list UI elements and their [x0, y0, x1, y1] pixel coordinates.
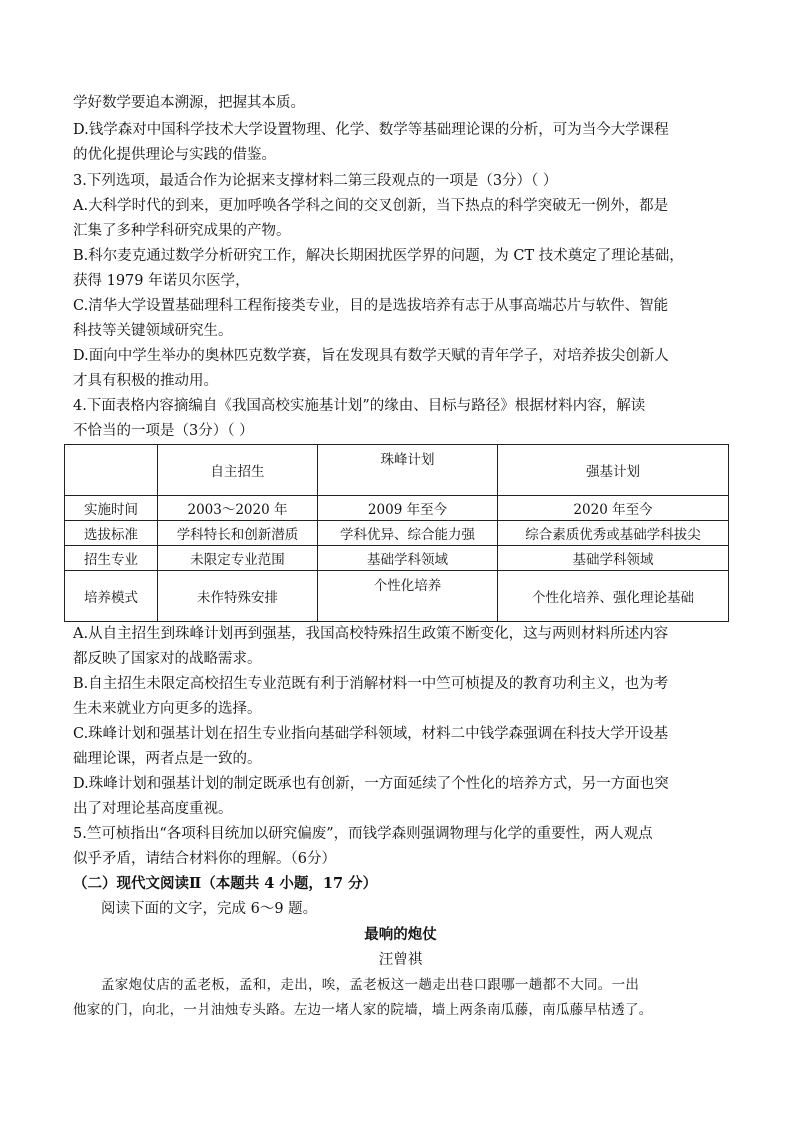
question-5: 5.竺可桢指出“各项科目统加以研究偏废”，而钱学森则强调物理与化学的重要性，两人观点: [73, 826, 653, 842]
table-row: [65, 546, 729, 571]
table-header-row: [65, 445, 729, 496]
text-line: 汇集了多种学科研究成果的产物。: [73, 223, 291, 239]
reading-instruction: 阅读下面的文字，完成 6～9 题。: [101, 901, 318, 917]
text-line: 科技等关键领域研究生。: [73, 323, 233, 339]
table-cell: 2020 年至今: [498, 496, 729, 521]
table-cell: 2009 年至今: [318, 496, 498, 521]
story-author: 汪曾祺: [378, 952, 423, 968]
table-header-cell: 珠峰计划: [318, 445, 498, 496]
text-line: 不恰当的一项是（3分）（ ）: [73, 423, 254, 439]
section-heading: （二）现代文阅读Ⅱ（本题共 4 小题，17 分）: [73, 875, 378, 892]
table-cell: 基础学科领域: [318, 546, 498, 571]
table-row: [65, 496, 729, 521]
table-header-cell: 自主招生: [158, 445, 318, 496]
table-cell: 招生专业: [65, 546, 158, 571]
comparison-table: [64, 444, 729, 622]
text-line: 都反映了国家对的战略需求。: [73, 651, 262, 667]
option-c-line: C.清华大学设置基础理科工程衔接类专业，目的是选拔培养有志于从事高端芯片与软件、智能: [73, 298, 669, 314]
text-line: 生未来就业方向更多的选择。: [73, 701, 262, 717]
table-cell: 学科优异、综合能力强: [318, 521, 498, 546]
option-d-line: D.面向中学生举办的奥林匹克数学赛，旨在发现具有数学天赋的青年学子，对培养拔尖创新人: [73, 348, 669, 364]
story-paragraph-line: 孟家炮仗店的孟老板，孟和，走出，唉，孟老板这一趟走出巷口跟哪一趟都不大同。一出: [101, 977, 640, 993]
table-cell: 个性化培养: [318, 571, 498, 622]
text-line: 的优化提供理论与实践的借鉴。: [73, 147, 276, 163]
text-line: 出了对理论基高度重视。: [73, 801, 233, 817]
table-cell: 未作特殊安排: [158, 571, 318, 622]
table-header-cell: 强基计划: [498, 445, 729, 496]
text-line: 学好数学要追本溯源，把握其本质。: [73, 95, 305, 111]
text-line: 础理论课，两者点是一致的。: [73, 751, 262, 767]
question-4: 4.下面表格内容摘编自《我国高校实施基计划”的缘由、目标与路径》根据材料内容，解读: [73, 398, 646, 414]
table-row: [65, 521, 729, 546]
option-b-line: B.科尔麦克通过数学分析研究工作，解决长期困扰医学界的问题，为 CT 技术奠定了理论基础，: [73, 248, 684, 264]
story-title: 最响的炮仗: [364, 926, 437, 943]
question-3: 3.下列选项，最适合作为论据来支撑材料二第三段观点的一项是（3分）（ ）: [73, 173, 558, 189]
table-cell: 培养模式: [65, 571, 158, 622]
table-cell: 实施时间: [65, 496, 158, 521]
option-d-line: D.珠峰计划和强基计划的制定既承也有创新，一方面延续了个性化的培养方式，另一方面也突: [73, 776, 669, 792]
table-cell: 学科特长和创新潜质: [158, 521, 318, 546]
table-cell: 选拔标准: [65, 521, 158, 546]
option-a-line: A.从自主招生到珠峰计划再到强基，我国高校特殊招生政策不断变化，这与两则材料所述内容: [73, 626, 669, 642]
option-c-line: C.珠峰计划和强基计划在招生专业指向基础学科领域，材料二中钱学森强调在科技大学开设基: [73, 726, 669, 742]
table-cell: 2003～2020 年: [158, 496, 318, 521]
table-cell: 基础学科领域: [498, 546, 729, 571]
option-b-line: B.自主招生未限定高校招生专业范既有利于消解材料一中竺可桢提及的教育功利主义，也为考: [73, 676, 669, 692]
option-a-line: A.大科学时代的到来，更加呼唤各学科之间的交叉创新，当下热点的科学突破无一例外，都是: [73, 198, 669, 214]
table-cell: 个性化培养、强化理论基础: [498, 571, 729, 622]
story-paragraph-line: 他家的门，向北，一爿油烛专头路。左边一堵人家的院墙，墙上两条南瓜藤，南瓜藤早枯透了。: [73, 1002, 653, 1018]
text-line: 才具有积极的推动用。: [73, 373, 218, 389]
table-cell: 综合素质优秀或基础学科拔尖: [498, 521, 729, 546]
table-header-cell: [65, 445, 158, 496]
text-line: 似乎矛盾，请结合材料你的理解。（6分）: [73, 851, 336, 867]
table-row: [65, 571, 729, 622]
text-line: 获得 1979 年诺贝尔医学，: [73, 273, 250, 289]
option-d-line: D.钱学森对中国科学技术大学设置物理、化学、数学等基础理论课的分析，可为当今大学课程: [73, 122, 669, 138]
table-cell: 未限定专业范围: [158, 546, 318, 571]
